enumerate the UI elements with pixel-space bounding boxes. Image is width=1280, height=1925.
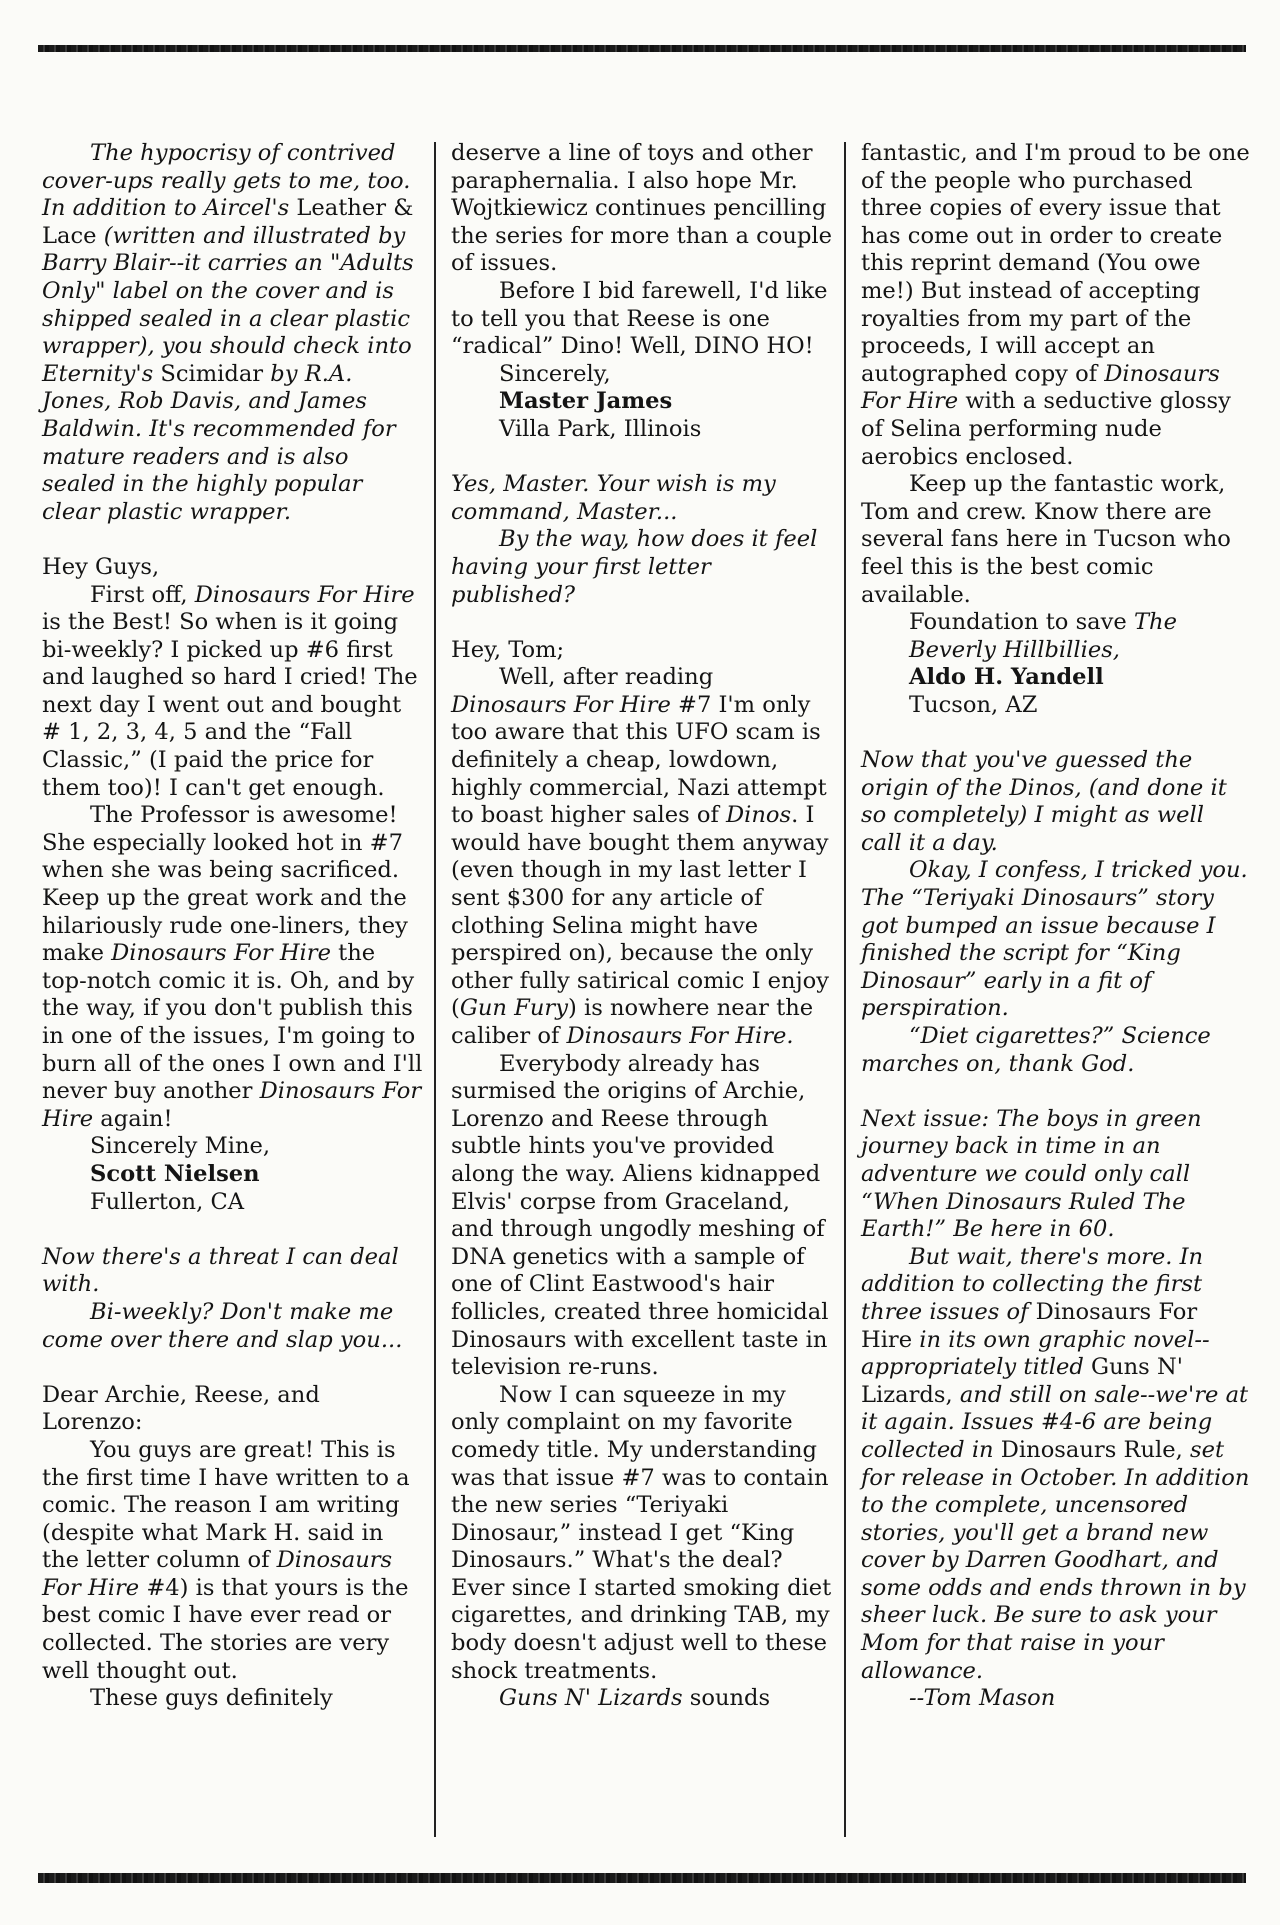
text-run: the top-notch comic it is. Oh, and by the way, if you don't publish this in one of the issues, I'm going to burn all of the ones I own and I'll never buy another <box>42 940 423 1105</box>
letter-greeting: Hey Guys, <box>42 553 160 580</box>
text-run: . I would have bought them anyway (even though in my last letter I sent $300 for any article of clothing Selina might have perspired on), because the only other fully satirical comic I enjoy ( <box>451 802 829 1022</box>
italic-text-run: (written and illustrated by Barry Blair--it carries an "Adults Only" label on the cover and is shipped sealed in a clear plastic wrapper), you should check into Eternity's <box>42 222 414 387</box>
letter-paragraph <box>42 582 424 803</box>
letter-paragraph: deserve a line of toys and other paraphernalia. I also hope Mr. Wojtkiewicz continues pencilling the series for more than a couple of issues. <box>451 140 833 277</box>
letter-paragraph <box>42 1437 424 1685</box>
italic-text-run: Dinosaurs For Hire <box>111 940 331 967</box>
italic-text-run: Gun Fury <box>459 995 568 1022</box>
text-run: ) is nowhere near the caliber of <box>451 995 814 1049</box>
editor-reply: Bi-weekly? Don't make me come over there and slap you... <box>42 1298 403 1353</box>
letter-greeting: Dear Archie, Reese, and Lorenzo: <box>42 1381 320 1436</box>
text-run: fantastic, and I'm proud to be one of the people who purchased three copies of every issue that has come out in order to create this reprint demand (You owe me!) But instead of accepting royalties from my part of the proceeds, I will accept an autographed copy of <box>861 140 1250 387</box>
editor-reply: By the way, how does it feel having your first letter published? <box>451 526 818 608</box>
text-run: Dinosaurs For Hire <box>861 1298 1198 1353</box>
text-run: Leather & Lace <box>42 195 414 249</box>
letter-signer: Scott Nielsen <box>90 1160 260 1187</box>
letter-paragraph <box>451 1685 835 1713</box>
top-rule <box>38 45 1246 52</box>
text-run: First off, <box>90 581 195 608</box>
letter-location: Tucson, AZ <box>909 691 1038 718</box>
text-run: #4) is that yours is the best comic I have ever read or collected. The stories are very well thought out. <box>42 1574 409 1684</box>
italic-text-run: in its own graphic novel--appropriately titled <box>861 1326 1210 1381</box>
editor-announcement <box>861 1244 1251 1686</box>
letter-signer: Master James <box>499 388 673 415</box>
text-run: Guns N' Lizards, <box>861 1354 1183 1408</box>
italic-text-run: Guns N' Lizards <box>499 1685 683 1712</box>
italic-text-run: In addition to Aircel's <box>42 195 297 222</box>
editor-reply: “Diet cigarettes?” Science marches on, thank God. <box>861 1023 1211 1077</box>
text-run: Well, after reading <box>499 664 714 691</box>
text-run: with a seductive glossy of Selina performing nude aerobics enclosed. <box>861 388 1231 470</box>
italic-text-run: Dinosaurs For Hire <box>42 1547 393 1601</box>
letter-signoff: Sincerely Mine, <box>90 1133 271 1160</box>
letter-paragraph <box>42 802 424 1133</box>
italic-text-run: Dinosaurs For Hire <box>861 360 1220 415</box>
italic-text-run: and still on sale--we're at it again. Issues #4-6 are being collected in <box>861 1381 1249 1463</box>
editor-reply: Yes, Master. Your wish is my command, Master... <box>451 471 776 525</box>
italic-text-run: Dinosaurs For Hire <box>194 581 415 608</box>
next-issue-note: Next issue: The boys in green journey back in time in an adventure we could only call “When Dinosaurs Ruled The Earth!” Be here in 60. <box>861 1105 1202 1243</box>
column-2 <box>451 140 835 1713</box>
editor-reply: Okay, I confess, I tricked you. The “Teriyaki Dinosaurs” story got bumped an issue because I finished the script for “King Dinosaur” early in a fit of perspiration. <box>861 857 1248 1022</box>
editor-reply-paragraph <box>42 140 424 526</box>
letter-paragraph: Everybody already has surmised the origins of Archie, Lorenzo and Reese through subtle hints you've provided along the way. Aliens kidnapped Elvis' corpse from Graceland, and through ungodly meshing of DNA genetics with a sample of one of Clint Eastwood's hair follicles, created three homicidal Dinosaurs with excellent taste in television re-runs. <box>451 1050 829 1381</box>
bottom-rule <box>38 1873 1246 1883</box>
letter-signoff: Sincerely, <box>499 360 611 387</box>
editor-signature: --Tom Mason <box>909 1685 1056 1712</box>
text-run: The Professor is awesome! She especially looked hot in #7 when she was being sacrificed. Keep up the great work and the hilariously rude one-liners, they make <box>42 802 408 967</box>
text-run: sounds <box>682 1685 771 1712</box>
letter-paragraph: Now I can squeeze in my only complaint on my favorite comedy title. My understanding was that issue #7 was to contain the new series “Teriyaki Dinosaur,” instead I get “King Dinosaurs.” What's the deal? Ever since I started smoking diet cigarettes, and drinking TAB, my body doesn't adjust well to these shock treatments. <box>451 1381 832 1684</box>
italic-text-run: Dinosaurs For Hire <box>42 1078 422 1132</box>
text-run: again! <box>93 1105 173 1132</box>
italic-text-run: The hypocrisy of contrived cover-ups really gets to me, too. <box>42 140 411 194</box>
letter-location: Villa Park, Illinois <box>499 415 702 442</box>
letter-signoff <box>861 609 1251 664</box>
text-run: You guys are great! This is the first time I have written to a comic. The reason I am writing (despite what Mark H. said in the letter column of <box>42 1436 410 1574</box>
italic-text-run: But wait, there's more. In addition to collecting the first three issues of <box>861 1243 1204 1325</box>
letter-paragraph <box>861 140 1251 471</box>
text-run: is the Best! So when is it going bi-weekly? I picked up #6 first and laughed so hard I cried! The next day I went out and bought # 1, 2, 3, 4, 5 and the “Fall Classic,” (I paid the price for them too)! I can't get enough. <box>42 609 418 801</box>
letter-paragraph: These guys definitely <box>90 1685 333 1712</box>
column-1 <box>42 140 424 1713</box>
text-run: #7 I'm only too aware that this UFO scam is definitely a cheap, lowdown, highly commercial, Nazi attempt to boast higher sales of <box>451 691 827 829</box>
italic-text-run: by R.A. Jones, Rob Davis, and James Baldwin. It's recommended for mature readers and is also sealed in the highly popular clear plastic wrapper. <box>42 360 396 525</box>
text-run: Dinosaurs Rule, <box>1000 1436 1191 1463</box>
column-divider <box>844 142 846 1837</box>
text-run: Scimidar <box>160 360 271 387</box>
italic-text-run: Dinos <box>726 802 792 829</box>
column-divider <box>434 142 436 1837</box>
column-3 <box>861 140 1251 1713</box>
italic-text-run: Dinosaurs For Hire. <box>566 1023 794 1049</box>
letter-signer: Aldo H. Yandell <box>909 664 1104 691</box>
italic-text-run: Dinosaurs For Hire <box>451 691 671 718</box>
letter-location: Fullerton, CA <box>90 1188 245 1215</box>
letter-paragraph <box>451 664 835 1050</box>
italic-text-run: The Beverly Hillbillies, <box>909 609 1177 663</box>
editor-reply: Now there's a threat I can deal with. <box>42 1243 399 1298</box>
text-run: Foundation to save <box>909 609 1134 636</box>
italic-text-run: set for release in October. In addition to the complete, uncensored stories, you'll get a brand new cover by Darren Goodhart, and some odds and ends thrown in by sheer luck. Be sure to ask your Mom for that raise in your allowance. <box>861 1436 1250 1684</box>
letter-greeting: Hey, Tom; <box>451 636 565 663</box>
editor-reply: Now that you've guessed the origin of the Dinos, (and done it so completely) I might as well call it a day. <box>861 747 1227 856</box>
letter-paragraph: Before I bid farewell, I'd like to tell you that Reese is one “radical” Dino! Well, DINO HO! <box>451 277 828 360</box>
letter-paragraph: Keep up the fantastic work, Tom and crew. Know there are several fans here in Tucson who feel this is the best comic available. <box>861 471 1231 608</box>
